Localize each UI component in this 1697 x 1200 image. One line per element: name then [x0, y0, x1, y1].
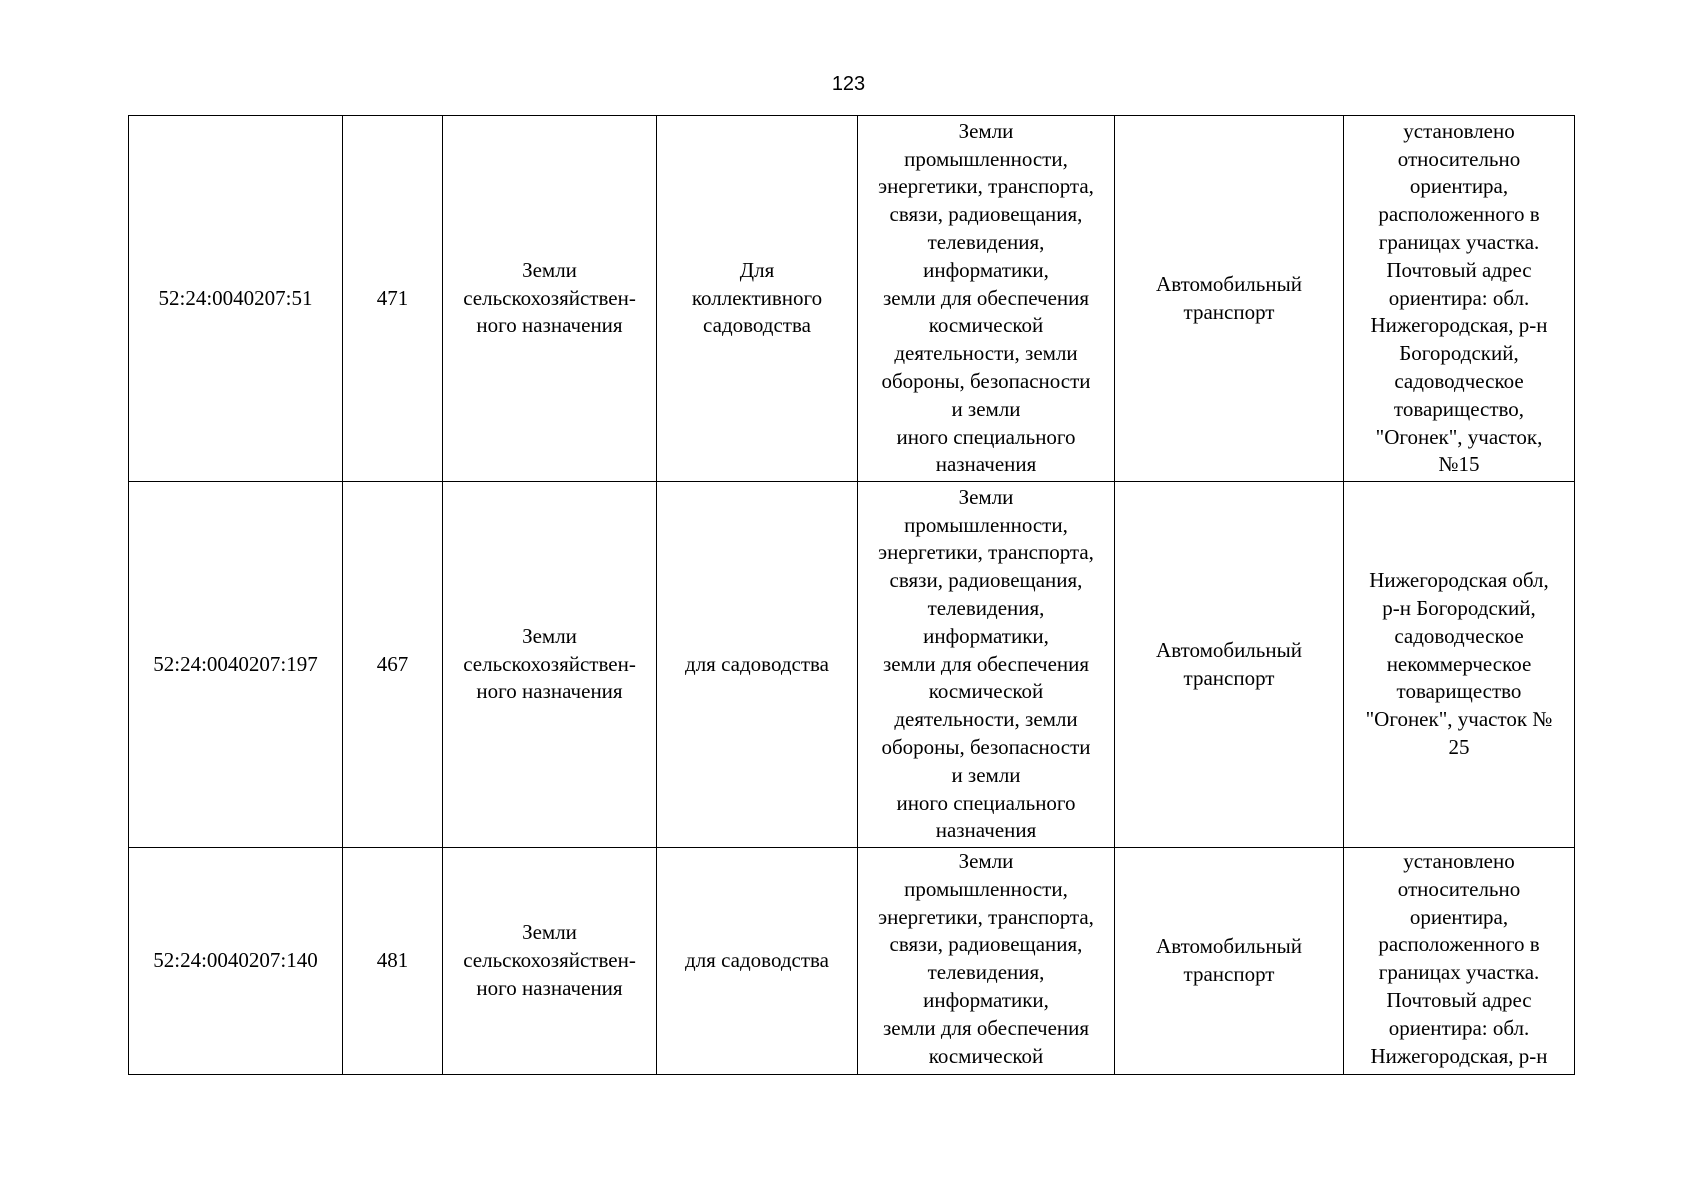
cell-line: расположенного в [1378, 202, 1540, 227]
cell-line: телевидения, [927, 960, 1045, 985]
adjacent-category-cell [858, 116, 1115, 482]
cell-line: иного специального [896, 424, 1076, 449]
cell-line: ориентира: обл. [1388, 1015, 1530, 1040]
address-cell [1344, 848, 1575, 1075]
cell-line: Автомобильный [1156, 637, 1302, 662]
cell-line: и земли [951, 762, 1021, 787]
cell-line: и земли [951, 396, 1021, 421]
adjacent-category-cell [858, 482, 1115, 848]
cadastral-number-cell: 52:24:0040207:140 [129, 848, 343, 1075]
area-cell: 471 [343, 116, 443, 482]
cell-line: Земли [958, 118, 1014, 143]
cell-line: ного назначения [476, 313, 623, 338]
cell-line: космической [928, 679, 1044, 704]
cell-line: №15 [1438, 452, 1480, 477]
cell-line: ориентира, [1409, 904, 1509, 929]
cell-line: энергетики, транспорта, [878, 904, 1094, 929]
cell-line: ного назначения [476, 679, 623, 704]
area-cell: 481 [343, 848, 443, 1075]
cell-line: обороны, безопасности [881, 368, 1091, 393]
cell-line: Для [739, 257, 775, 282]
cell-line: земли для обеспечения [882, 651, 1090, 676]
transport-cell [1115, 116, 1344, 482]
cell-line: Земли [958, 849, 1014, 873]
adjacent-category-cell [858, 848, 1115, 1075]
cell-line: связи, радиовещания, [889, 932, 1083, 957]
cell-line: обороны, безопасности [881, 734, 1091, 759]
cell-line: границах участка. [1378, 960, 1540, 985]
cell-line: ного назначения [476, 975, 623, 1000]
permitted-use-cell [657, 116, 858, 482]
cell-line: транспорт [1183, 665, 1275, 690]
land-category-cell [443, 482, 657, 848]
cell-line: товарищество, [1393, 396, 1525, 421]
cell-line: р-н Богородский, [1382, 596, 1536, 620]
cell-line: Богородский, [1399, 341, 1519, 366]
cell-line: земли для обеспечения [882, 285, 1090, 310]
cell-line: относительно [1397, 876, 1521, 901]
cadastral-number-cell: 52:24:0040207:197 [129, 482, 343, 848]
cell-line: товарищество [1396, 679, 1522, 704]
cadastral-number-cell: 52:24:0040207:51 [129, 116, 343, 482]
cell-line: энергетики, транспорта, [878, 174, 1094, 199]
cell-line: коллективного [691, 285, 823, 310]
address-cell [1344, 116, 1575, 482]
area-cell: 467 [343, 482, 443, 848]
cell-line: назначения [935, 818, 1037, 843]
land-plot-table [128, 115, 1575, 1075]
cell-line: садоводства [703, 313, 811, 338]
permitted-use-cell [657, 482, 858, 848]
cell-line: расположенного в [1378, 932, 1540, 957]
cell-line: Нижегородская, р-н [1370, 1043, 1548, 1068]
cell-line: Нижегородская обл, [1369, 568, 1549, 593]
cell-line: сельскохозяйствен- [463, 285, 636, 310]
cell-line: промышленности, [904, 146, 1068, 171]
cell-line: некоммерческое [1386, 651, 1532, 676]
cell-line: космической [928, 1043, 1044, 1068]
cell-line: телевидения, [927, 596, 1045, 620]
cell-line: установлено [1403, 118, 1515, 143]
cell-line: установлено [1403, 849, 1515, 873]
address-cell [1344, 482, 1575, 848]
land-category-cell [443, 848, 657, 1075]
cell-line: связи, радиовещания, [889, 568, 1083, 593]
cell-line: "Огонек", участок № [1365, 707, 1553, 732]
cell-line: Земли [522, 623, 577, 648]
cell-line: Почтовый адрес [1386, 257, 1532, 282]
cell-line: Земли [958, 484, 1014, 509]
page-number: 123 [831, 73, 866, 95]
cell-line: 25 [1448, 734, 1470, 759]
cell-line: земли для обеспечения [882, 1015, 1090, 1040]
cell-line: сельскохозяйствен- [463, 651, 636, 676]
transport-cell [1115, 482, 1344, 848]
cell-line: для садоводства [685, 651, 829, 676]
table-row [129, 116, 1575, 482]
cell-line: относительно [1397, 146, 1521, 171]
cell-line: Нижегородская, р-н [1370, 313, 1548, 338]
cell-line: для садоводства [685, 948, 829, 973]
cell-line: деятельности, земли [894, 707, 1078, 732]
cell-line: промышленности, [904, 876, 1068, 901]
cell-line: промышленности, [904, 512, 1068, 537]
cell-line: "Огонек", участок, [1375, 424, 1543, 449]
cell-line: границах участка. [1378, 230, 1540, 254]
land-category-cell [443, 116, 657, 482]
cell-line: Почтовый адрес [1386, 987, 1532, 1012]
cell-line: иного специального [896, 790, 1076, 815]
cell-line: Земли [522, 257, 577, 282]
cell-line: ориентира, [1409, 174, 1509, 199]
cell-line: Автомобильный [1156, 934, 1302, 959]
cell-line: связи, радиовещания, [889, 202, 1083, 227]
permitted-use-cell [657, 848, 858, 1075]
cell-line: Автомобильный [1156, 271, 1302, 296]
cell-line: космической [928, 313, 1044, 338]
cell-line: информатики, [923, 987, 1049, 1012]
cell-line: информатики, [923, 257, 1049, 282]
cell-line: садоводческое [1394, 623, 1524, 648]
cell-line: энергетики, транспорта, [878, 540, 1094, 565]
cell-line: назначения [935, 452, 1037, 477]
cell-line: садоводческое [1394, 368, 1524, 393]
table-row [129, 482, 1575, 848]
cell-line: транспорт [1183, 962, 1275, 986]
cell-line: деятельности, земли [894, 341, 1078, 366]
cell-line: телевидения, [927, 230, 1045, 254]
cell-line: транспорт [1183, 299, 1275, 324]
cell-line: ориентира: обл. [1388, 285, 1530, 310]
transport-cell [1115, 848, 1344, 1075]
cell-line: Земли [522, 920, 577, 945]
cell-line: сельскохозяйствен- [463, 948, 636, 973]
cell-line: информатики, [923, 623, 1049, 648]
table-row [129, 848, 1575, 1075]
